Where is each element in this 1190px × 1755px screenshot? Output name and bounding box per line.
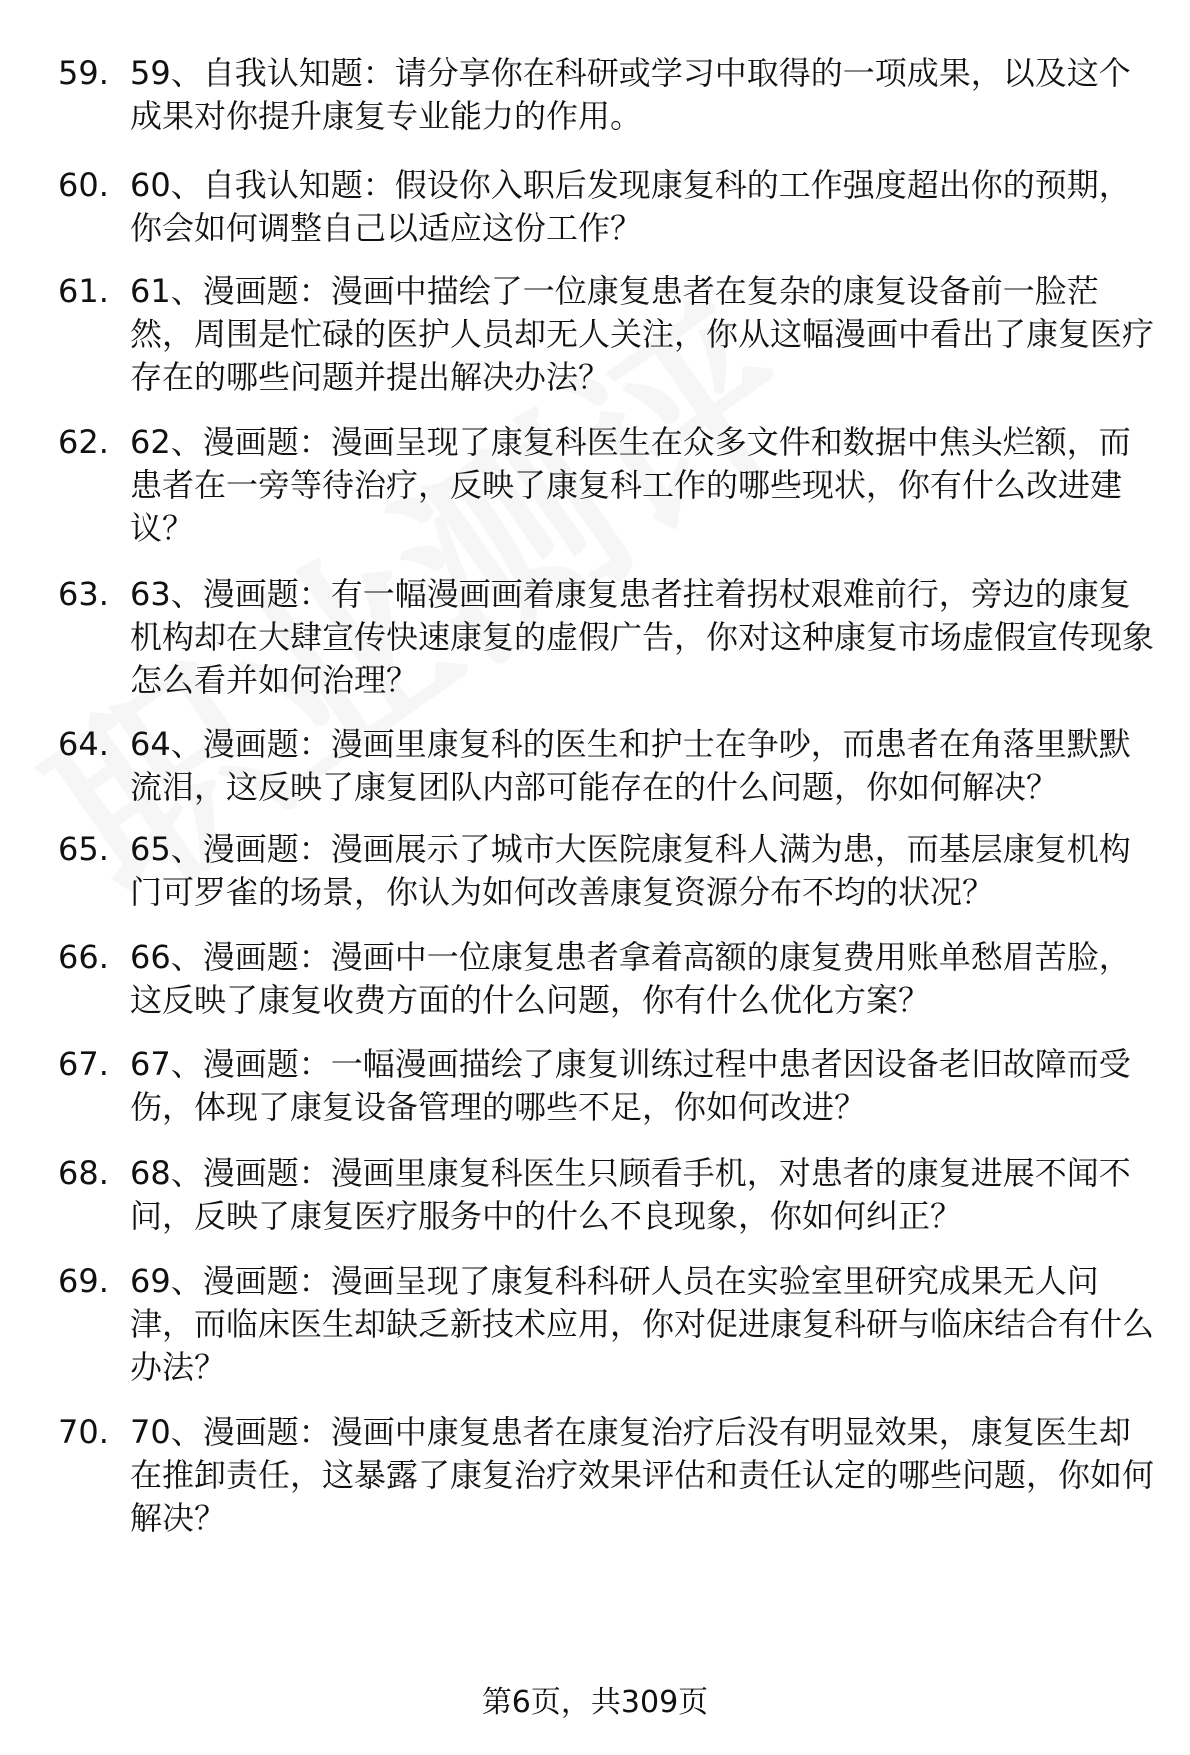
question-text: 65、漫画题：漫画展示了城市大医院康复科人满为患，而基层康复机构门可罗雀的场景，你认为如何改善康复资源分布不均的状况？ (130, 830, 1131, 911)
question-text: 68、漫画题：漫画里康复科医生只顾看手机，对患者的康复进展不闻不问，反映了康复医疗服务中的什么不良现象，你如何纠正？ (130, 1154, 1131, 1235)
question-item (58, 936, 1156, 1022)
question-text: 64、漫画题：漫画里康复科的医生和护士在争吵，而患者在角落里默默流泪，这反映了康复团队内部可能存在的什么问题，你如何解决？ (130, 725, 1131, 806)
question-item (58, 270, 1156, 399)
question-text: 59、自我认知题：请分享你在科研或学习中取得的一项成果，以及这个成果对你提升康复专业能力的作用。 (130, 54, 1131, 135)
question-text: 69、漫画题：漫画呈现了康复科科研人员在实验室里研究成果无人问津，而临床医生却缺乏新技术应用，你对促进康复科研与临床结合有什么办法？ (130, 1262, 1155, 1386)
question-item (58, 52, 1156, 138)
question-list (58, 52, 1156, 1566)
question-text: 70、漫画题：漫画中康复患者在康复治疗后没有明显效果，康复医生却在推卸责任，这暴露了康复治疗效果评估和责任认定的哪些问题，你如何解决？ (130, 1413, 1155, 1537)
question-number: 70. (58, 1413, 109, 1451)
question-item (58, 1152, 1156, 1238)
question-number: 63. (58, 575, 109, 613)
question-number: 68. (58, 1154, 109, 1192)
question-number: 61. (58, 272, 109, 310)
question-item (58, 1411, 1156, 1540)
question-number: 67. (58, 1045, 109, 1083)
question-text: 61、漫画题：漫画中描绘了一位康复患者在复杂的康复设备前一脸茫然，周围是忙碌的医护人员却无人关注，你从这幅漫画中看出了康复医疗存在的哪些问题并提出解决办法？ (130, 272, 1155, 396)
question-number: 59. (58, 54, 109, 92)
question-text: 62、漫画题：漫画呈现了康复科医生在众多文件和数据中焦头烂额，而患者在一旁等待治疗，反映了康复科工作的哪些现状，你有什么改进建议？ (130, 423, 1131, 547)
question-text: 60、自我认知题：假设你入职后发现康复科的工作强度超出你的预期，你会如何调整自己以适应这份工作？ (130, 166, 1131, 247)
question-number: 69. (58, 1262, 109, 1300)
question-text: 66、漫画题：漫画中一位康复患者拿着高额的康复费用账单愁眉苦脸，这反映了康复收费方面的什么问题，你有什么优化方案？ (130, 938, 1131, 1019)
question-item (58, 1260, 1156, 1389)
question-item (58, 828, 1156, 914)
question-item (58, 164, 1156, 250)
question-number: 65. (58, 830, 109, 868)
question-number: 62. (58, 423, 109, 461)
question-number: 60. (58, 166, 109, 204)
question-item (58, 1043, 1156, 1129)
question-item (58, 723, 1156, 809)
question-item (58, 573, 1156, 702)
question-text: 63、漫画题：有一幅漫画画着康复患者拄着拐杖艰难前行，旁边的康复机构却在大肆宣传快速康复的虚假广告，你对这种康复市场虚假宣传现象怎么看并如何治理？ (130, 575, 1155, 699)
page-number-footer: 第6页，共309页 (481, 1685, 709, 1720)
question-number: 66. (58, 938, 109, 976)
question-text: 67、漫画题：一幅漫画描绘了康复训练过程中患者因设备老旧故障而受伤，体现了康复设备管理的哪些不足，你如何改进？ (130, 1045, 1131, 1126)
question-item (58, 421, 1156, 550)
question-number: 64. (58, 725, 109, 763)
